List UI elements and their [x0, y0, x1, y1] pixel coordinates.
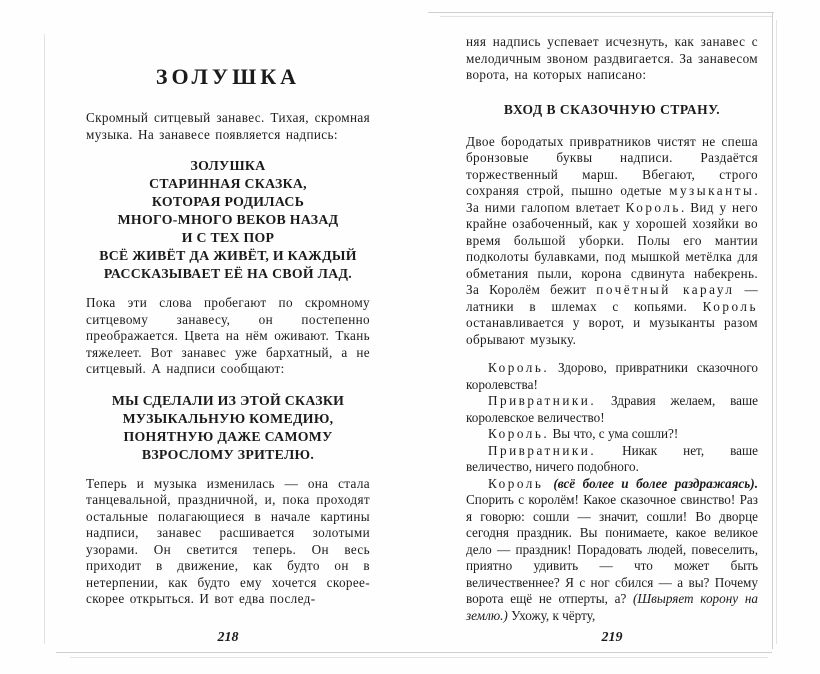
- page-number-left: 218: [217, 630, 239, 645]
- dialogue-line: Привратники. Никак нет, ваше величество, ничего подобного.: [466, 442, 758, 474]
- gate-sign-heading: ВХОД В СКАЗОЧНУЮ СТРАНУ.: [503, 101, 721, 117]
- dialogue-line: Король. Вы что, с ума сошли?!: [488, 426, 679, 441]
- curtain-inscription-2: МЫ СДЕЛАЛИ ИЗ ЭТОЙ СКАЗКИ МУЗЫКАЛЬНУЮ КОМЕДИЮ, ПОНЯТНУЮ ДАЖЕ САМОМУ ВЗРОСЛОМУ ЗРИТЕЛЮ.: [111, 392, 345, 462]
- stage-direction-2: Пока эти слова пробегают по скромному ситцевому занавесу, он постепенно преображается. Цвета на нём оживают. Ткань тяжелеет. Вот занавес уже бархатный, а не ситцевый. А надписи сообщают:: [86, 295, 370, 376]
- page-edge-right-2: [776, 20, 777, 644]
- stage-direction-3: Теперь и музыка изменилась — она стала танцевальной, праздничной, и, пока проходят остальные полагающиеся в начале картины надписи, занавес расшивается золотыми узорами. Он светится теперь. Он весь приходит в движение, как будто он в нетерпении, как будто ему хочется скорее-скорее открыться. И вот едва послед-: [86, 475, 370, 606]
- stage-direction-continuation: няя надпись успевает исчезнуть, как занавес с мелодичным звоном раздвигается. За занавесом ворота, на которых написано:: [466, 34, 758, 82]
- page-number-right: 219: [601, 630, 623, 645]
- dialogue-block: [466, 360, 758, 624]
- play-title: ЗОЛУШКА: [155, 64, 301, 89]
- dialogue-line: Привратники. Здравия желаем, ваше королевское величество!: [466, 393, 758, 425]
- dialogue-line: Король (всё более и более раздражаясь). Спорить с королём! Какое сказочное свинство! Раз я говорю: сошли — значит, сошли! Во дворце сегодня праздник. Вы понимаете, какое великое дело — праздник! Порадовать людей, повеселить, приятно удивить — что может быть величественнее? Я с ног сбился — а вы? Почему ворота ещё не отперты, а? (Швыряет корону на землю.) Ухожу, к чёрту,: [466, 475, 758, 623]
- page-edge-right: [772, 13, 773, 649]
- curtain-inscription-1: ЗОЛУШКА СТАРИННАЯ СКАЗКА, КОТОРАЯ РОДИЛАСЬ МНОГО-МНОГО ВЕКОВ НАЗАД И С ТЕХ ПОР ВСЁ ЖИВЁТ ДА ЖИВЁТ, И КАЖДЫЙ РАССКАЗЫВАЕТ ЕЁ НА СВОЙ ЛАД.: [99, 158, 357, 281]
- stage-direction-gate: Двое бородатых привратников чистят не спеша бронзовые буквы надписи. Раздаётся торжественный марш. Вбегают, строго сохраняя строй, пышно одетые музыканты. За ними галопом влетает Король. Вид у него крайне озабоченный, как у хорошей хозяйки во время большой уборки. Полы его мантии подколоты булавками, под мышкой метёлка для обметания пыли, корона сдвинута набекрень. За Королём бежит почётный караул — латники в шлемах с копьями. Король останавливается у ворот, и музыканты разом обрывают музыку.: [466, 133, 758, 347]
- dialogue-line: Король. Здорово, привратники сказочного королевства!: [466, 360, 758, 392]
- right-page: [466, 0, 758, 674]
- left-page: [86, 0, 370, 674]
- stage-direction-opening: Скромный ситцевый занавес. Тихая, скромная музыка. На занавесе появляется надпись:: [86, 110, 370, 142]
- page-edge-left: [44, 34, 45, 644]
